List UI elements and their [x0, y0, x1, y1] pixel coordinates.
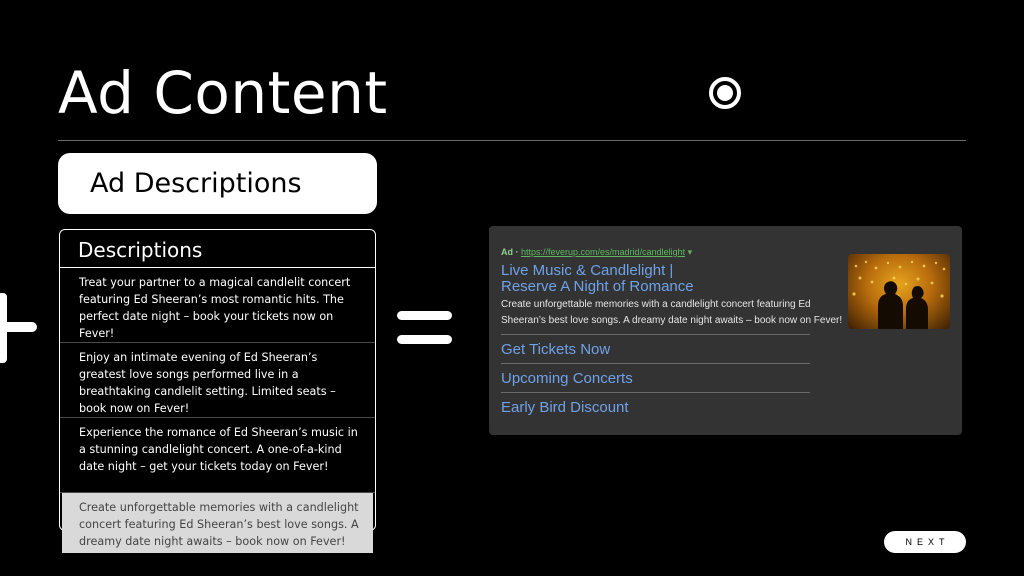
page-title: Ad Content [58, 59, 388, 127]
description-row[interactable]: Treat your partner to a magical candlelit concert featuring Ed Sheeran’s most romantic hits. The perfect date night – book your tickets now on Fever! [60, 268, 375, 343]
sitelink-get-tickets[interactable]: Get Tickets Now [501, 334, 810, 363]
equals-icon [397, 335, 452, 344]
caret-down-icon: ▾ [687, 247, 693, 257]
ad-display-url[interactable]: https://feverup.com/es/madrid/candlelight [521, 247, 686, 257]
ad-headline-line-1: Live Music & Candlelight | [501, 262, 674, 279]
ad-headline-line-2: Reserve A Night of Romance [501, 278, 694, 295]
search-ad-preview [489, 226, 962, 435]
description-row[interactable]: Experience the romance of Ed Sheeran’s music in a stunning candlelight concert. A one-of-a-kind date night – get your tickets today on Fever! [60, 418, 375, 493]
next-button[interactable]: NEXT [884, 531, 966, 553]
description-row[interactable]: Enjoy an intimate evening of Ed Sheeran’s greatest love songs performed live in a breathtaking candlelit setting. Limited seats – book now on Fever! [60, 343, 375, 418]
ad-url-line [501, 247, 692, 258]
description-row-selected[interactable]: Create unforgettable memories with a candlelight concert featuring Ed Sheeran’s best love songs. A dreamy date night awaits – book now on Fever! [62, 493, 373, 553]
sitelink-early-bird[interactable]: Early Bird Discount [501, 392, 810, 421]
radio-target-icon [708, 76, 742, 110]
section-label: Ad Descriptions [58, 153, 377, 214]
ad-description: Create unforgettable memories with a candlelight concert featuring Ed Sheeran’s best love songs. A dreamy date night awaits – book now on Fever! [501, 299, 843, 326]
plus-icon [0, 322, 37, 332]
ad-headline[interactable] [501, 263, 801, 295]
equals-icon-top [397, 311, 452, 320]
title-divider [58, 140, 966, 141]
concert-thumbnail-image [848, 254, 950, 329]
descriptions-table [59, 229, 376, 548]
descriptions-header: Descriptions [60, 230, 375, 268]
sitelink-upcoming-concerts[interactable]: Upcoming Concerts [501, 363, 810, 392]
ad-badge: Ad · [501, 247, 519, 257]
